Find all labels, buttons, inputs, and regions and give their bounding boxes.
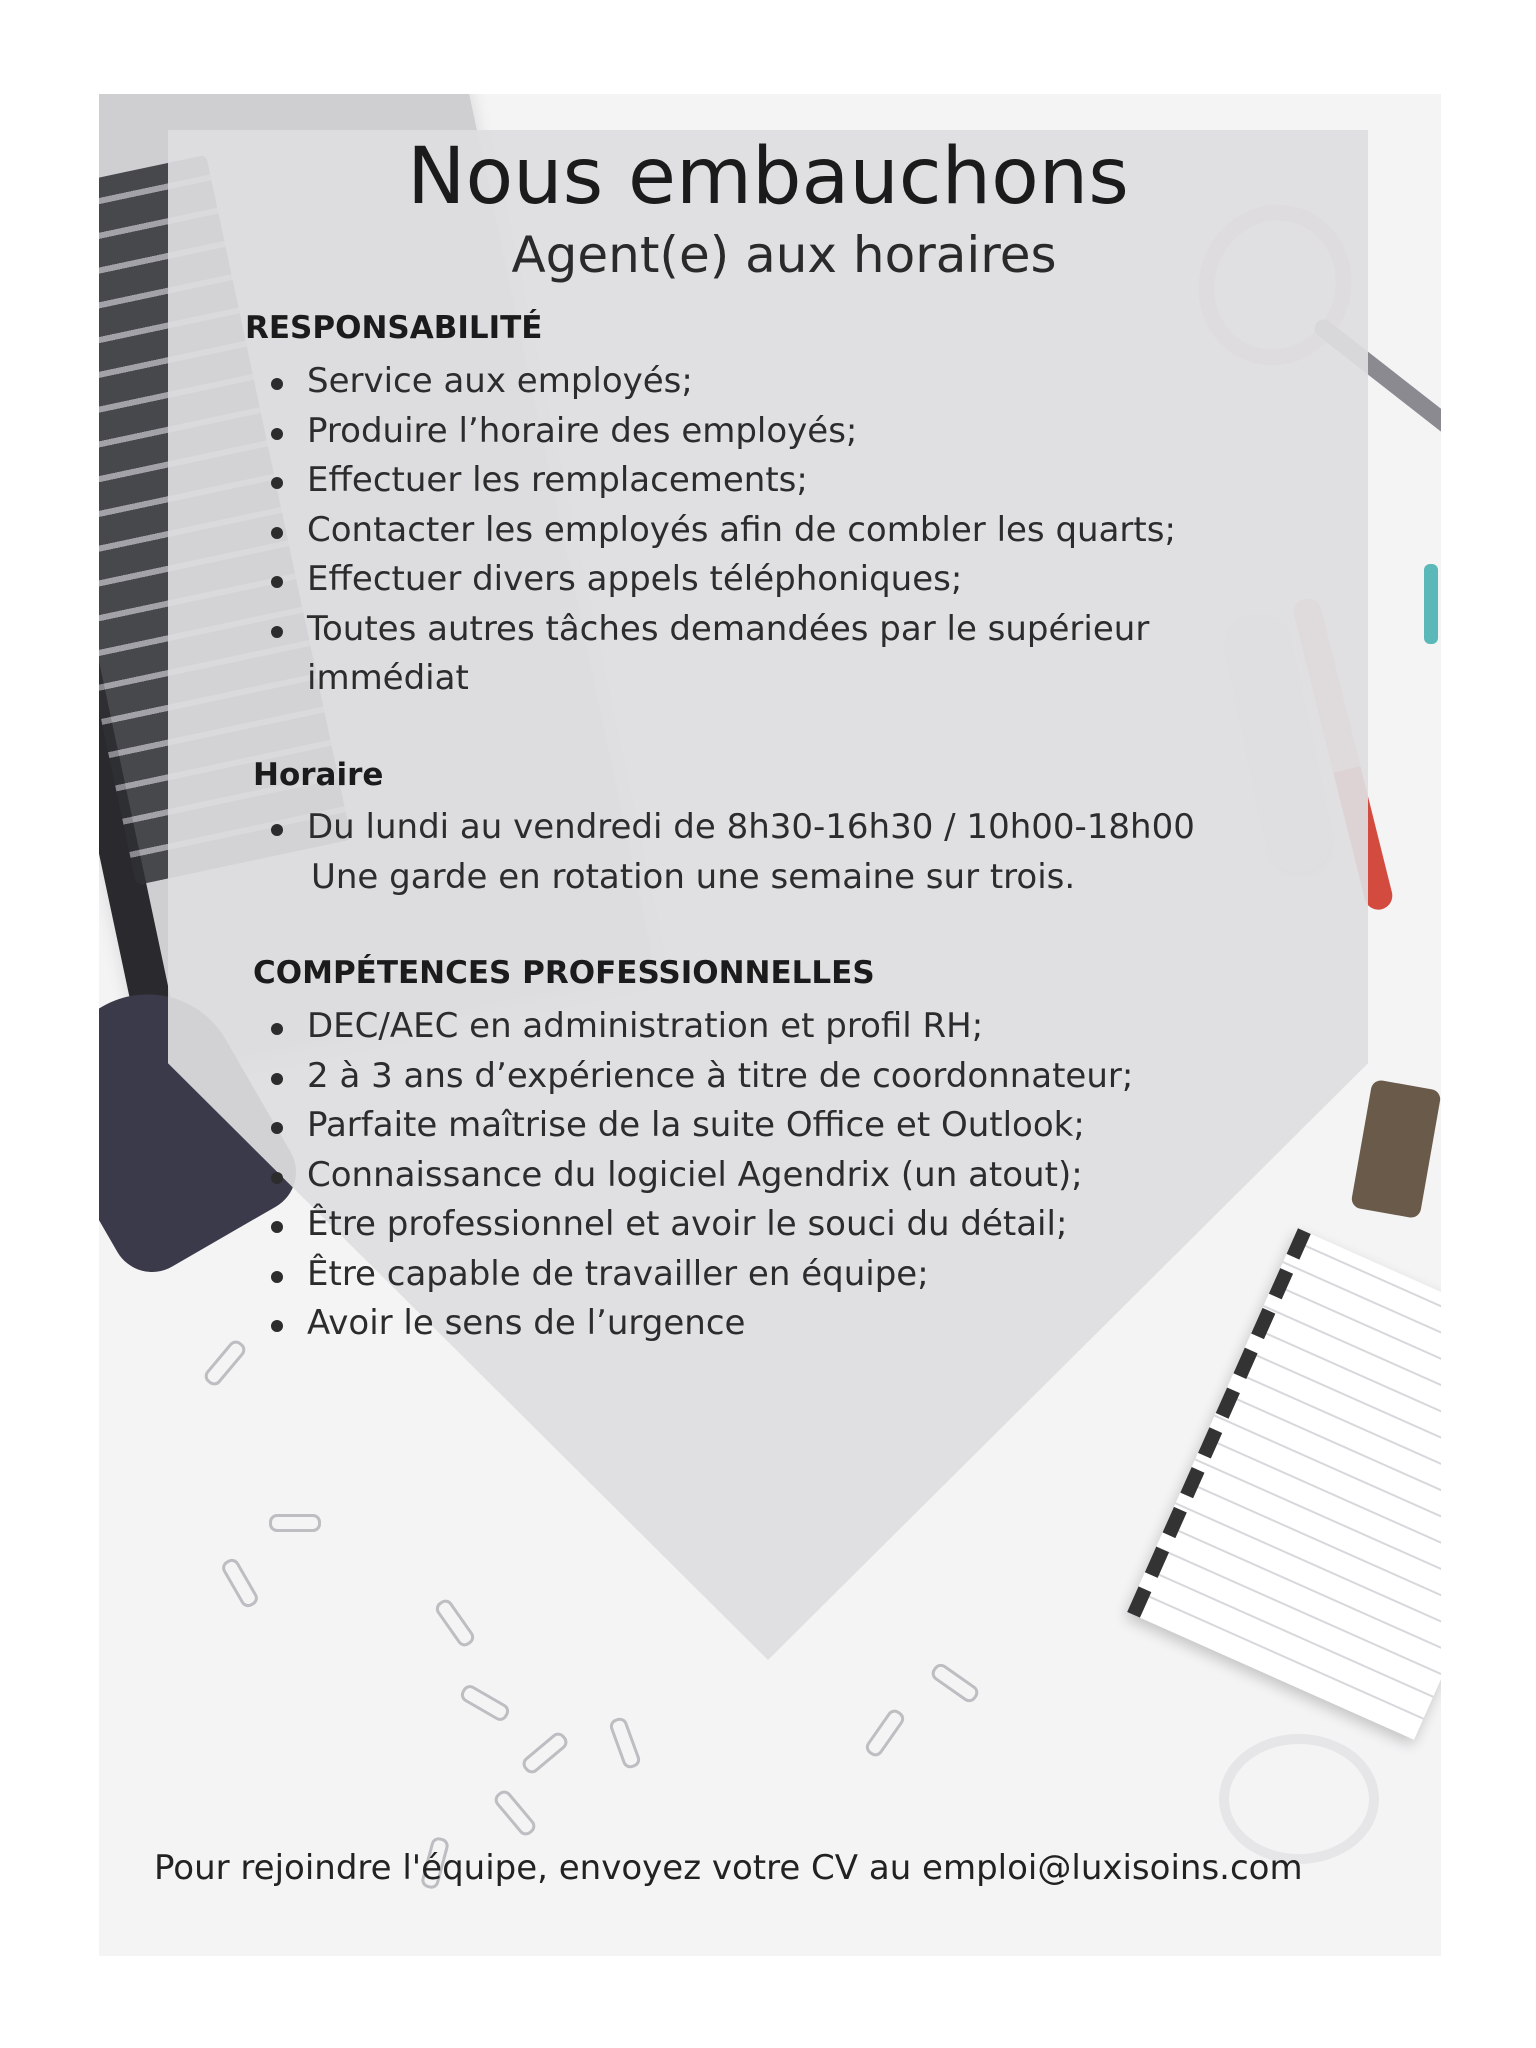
paperclip-image xyxy=(433,1597,478,1650)
list-item: Effectuer divers appels téléphoniques; xyxy=(271,555,1191,605)
list-item: Effectuer les remplacements; xyxy=(271,456,1191,506)
teal-pen-image xyxy=(1424,564,1438,644)
tape-dispenser-image xyxy=(1219,1734,1379,1864)
paperclip-image xyxy=(201,1337,248,1388)
responsabilite-list xyxy=(271,357,1191,704)
competences-heading: COMPÉTENCES PROFESSIONNELLES xyxy=(253,955,875,991)
list-item: Parfaite maîtrise de la suite Office et Outlook; xyxy=(271,1101,1191,1151)
list-item: Produire l’horaire des employés; xyxy=(271,407,1191,457)
list-item-continuation: immédiat xyxy=(307,658,469,698)
list-item: Contacter les employés afin de combler les quarts; xyxy=(271,506,1191,556)
list-item: Être professionnel et avoir le souci du détail; xyxy=(271,1200,1191,1250)
list-item: 2 à 3 ans d’expérience à titre de coordonnateur; xyxy=(271,1052,1191,1102)
paperclip-image xyxy=(863,1707,908,1760)
list-item: Du lundi au vendredi de 8h30-16h30 / 10h00-18h00 xyxy=(271,803,1231,853)
paperclip-image xyxy=(491,1787,538,1838)
list-item-continuation: Une garde en rotation une semaine sur trois. xyxy=(311,856,1076,897)
paperclip-image xyxy=(519,1729,570,1776)
responsabilite-heading: RESPONSABILITÉ xyxy=(245,310,543,346)
job-subtitle: Agent(e) aux horaires xyxy=(511,226,1057,284)
horaire-list xyxy=(271,803,1231,902)
paperclip-image xyxy=(269,1514,321,1532)
paperclip-image xyxy=(458,1682,512,1724)
competences-list xyxy=(271,1002,1191,1349)
list-item: Être capable de travailler en équipe; xyxy=(271,1250,1191,1300)
list-item: Toutes autres tâches demandées par le supérieur xyxy=(271,605,1191,655)
list-item: Connaissance du logiciel Agendrix (un atout); xyxy=(271,1151,1191,1201)
list-item: DEC/AEC en administration et profil RH; xyxy=(271,1002,1191,1052)
horaire-heading: Horaire xyxy=(253,757,384,793)
page-title: Nous embauchons xyxy=(407,132,1129,222)
correction-fluid-image xyxy=(1350,1079,1441,1219)
list-item: Avoir le sens de l’urgence xyxy=(271,1299,1191,1349)
paperclip-image xyxy=(219,1556,261,1610)
paperclip-image xyxy=(929,1661,982,1706)
list-item: Service aux employés; xyxy=(271,357,1191,407)
contact-footer: Pour rejoindre l'équipe, envoyez votre CV au emploi@luxisoins.com xyxy=(154,1848,1303,1888)
paperclip-image xyxy=(608,1715,643,1770)
